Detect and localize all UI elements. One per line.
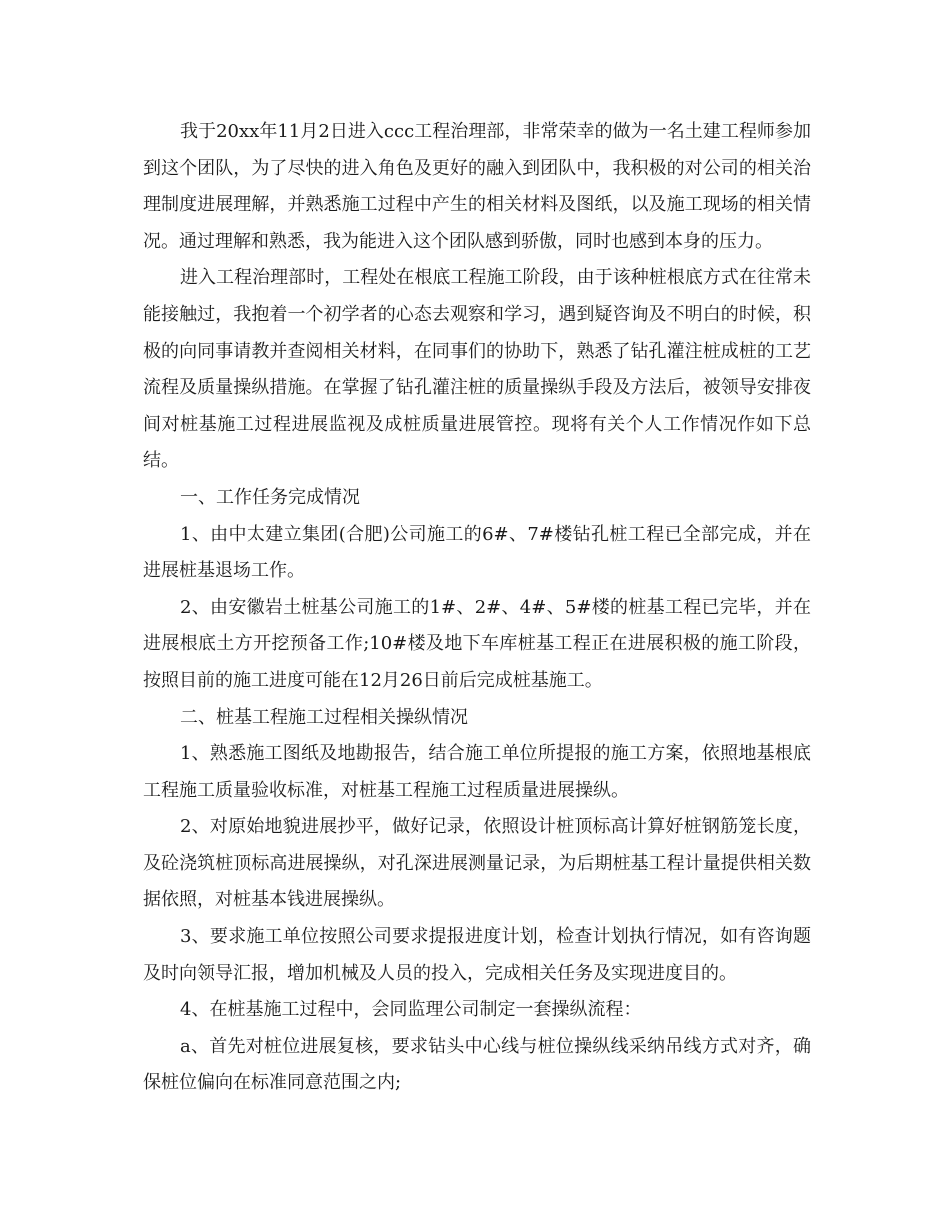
- section-heading-pile-control: 二、桩基工程施工过程相关操纵情况: [180, 706, 468, 728]
- list-item-control-2: 2、对原始地貌进展抄平，做好记录，依照设计桩顶标高计算好桩钢筋笼长度，及砼浇筑桩顶标高进展操纵，对孔深进展测量记录，为后期桩基工程计量提供相关数据依照，对桩基本钱进展操纵。: [143, 816, 811, 911]
- list-item-control-4: 4、在桩基施工过程中，会同监理公司制定一套操纵流程：: [180, 999, 642, 1021]
- list-item-control-3: 3、要求施工单位按照公司要求提报进度计划，检查计划执行情况，如有咨询题及时向领导汇报，增加机械及人员的投入，完成相关任务及实现进度目的。: [143, 926, 811, 984]
- list-item-task-1: 1、由中太建立集团(合肥)公司施工的6#、7#楼钻孔桩工程已全部完成，并在进展桩基退场工作。: [143, 523, 811, 582]
- paragraph-intro: 我于20xx年11月2日进入ccc工程治理部，非常荣幸的做为一名土建工程师参加到这个团队，为了尽快的进入角色及更好的融入到团队中，我积极的对公司的相关治理制度进展理解，并熟悉施工过程中产生的相关材料及图纸，以及施工现场的相关情况。通过理解和熟悉，我为能进入这个团队感到骄傲，同时也感到本身的压力。: [143, 121, 811, 252]
- list-item-control-1: 1、熟悉施工图纸及地勘报告，结合施工单位所提报的施工方案，依照地基根底工程施工质量验收标准，对桩基工程施工过程质量进展操纵。: [143, 743, 811, 801]
- list-item-control-4a: a、首先对桩位进展复核，要求钻头中心线与桩位操纵线采纳吊线方式对齐，确保桩位偏向在标准同意范围之内;: [143, 1035, 811, 1094]
- section-heading-task-completion: 一、工作任务完成情况: [180, 486, 360, 508]
- list-item-task-2: 2、由安徽岩土桩基公司施工的1#、2#、4#、5#楼的桩基工程已完毕，并在进展根底土方开挖预备工作;10#楼及地下车库桩基工程正在进展积极的施工阶段，按照目前的施工进度可能在12月26日前后完成桩基施工。: [143, 596, 811, 691]
- paragraph-foundation-stage: 进入工程治理部时，工程处在根底工程施工阶段，由于该种桩根底方式在往常未能接触过，我抱着一个初学者的心态去观察和学习，遇到疑咨询及不明白的时候，积极的向同事请教并查阅相关材料，在同事们的协助下，熟悉了钻孔灌注桩成桩的工艺流程及质量操纵措施。在掌握了钻孔灌注桩的质量操纵手段及方法后，被领导安排夜间对桩基施工过程进展监视及成桩质量进展管控。现将有关个人工作情况作如下总结。: [143, 267, 811, 472]
- document-body: [143, 114, 811, 1102]
